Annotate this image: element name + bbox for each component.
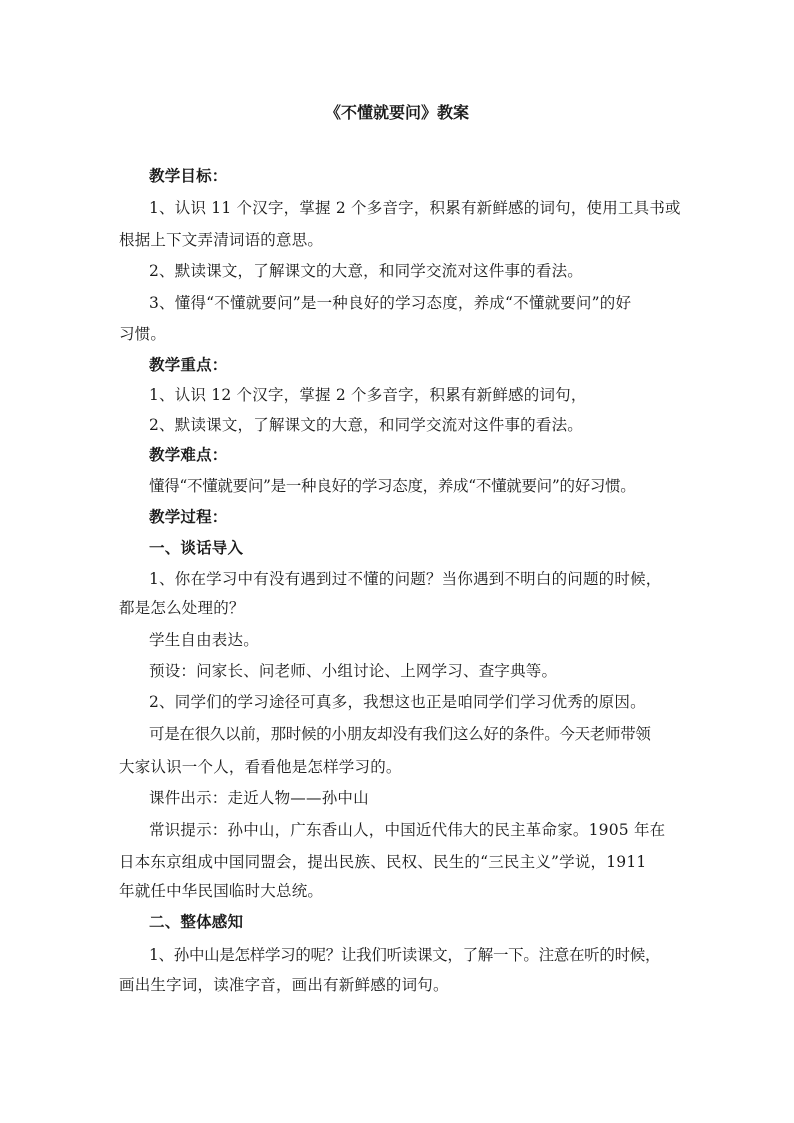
difficulties-heading: 教学难点： bbox=[149, 445, 228, 464]
objective-3-line-2: 习惯。 bbox=[119, 325, 167, 343]
section-1-heading: 一、谈话导入 bbox=[149, 538, 244, 557]
section-2-heading: 二、整体感知 bbox=[149, 912, 244, 931]
key-point-1: 1、认识 12 个汉字，掌握 2 个多音字，积累有新鲜感的词句， bbox=[149, 386, 587, 404]
preset-answers: 预设：问家长、问老师、小组讨论、上网学习、查字典等。 bbox=[149, 662, 558, 680]
section-2-question-1-line-1: 1、孙中山是怎样学习的呢？让我们听读课文，了解一下。注意在听的时候， bbox=[149, 946, 661, 964]
key-points-heading: 教学重点： bbox=[149, 355, 228, 374]
process-heading: 教学过程： bbox=[149, 507, 228, 526]
objective-3-line-1: 3、懂得“不懂就要问”是一种良好的学习态度，养成“不懂就要问”的好 bbox=[149, 294, 632, 312]
tip-line-3: 年就任中华民国临时大总统。 bbox=[119, 882, 324, 900]
objective-2: 2、默读课文，了解课文的大意，和同学交流对这件事的看法。 bbox=[149, 262, 583, 280]
key-point-2: 2、默读课文，了解课文的大意，和同学交流对这件事的看法。 bbox=[149, 416, 583, 434]
objective-1-line-2: 根据上下文弄清词语的意思。 bbox=[119, 231, 324, 249]
section-1-question-1-line-2: 都是怎么处理的？ bbox=[119, 599, 245, 617]
objectives-heading: 教学目标： bbox=[149, 166, 228, 185]
slide-note: 课件出示：走近人物——孙中山 bbox=[149, 789, 369, 807]
intro-paragraph-line-2: 大家认识一个人，看看他是怎样学习的。 bbox=[119, 758, 402, 776]
objective-1-line-1: 1、认识 11 个汉字，掌握 2 个多音字，积累有新鲜感的词句，使用工具书或 bbox=[149, 199, 681, 217]
tip-line-2: 日本东京组成中国同盟会，提出民族、民权、民生的“三民主义”学说，1911 bbox=[119, 853, 647, 871]
tip-line-1: 常识提示：孙中山，广东香山人，中国近代伟大的民主革命家。1905 年在 bbox=[149, 821, 666, 839]
intro-paragraph-line-1: 可是在很久以前，那时候的小朋友却没有我们这么好的条件。今天老师带领 bbox=[149, 725, 651, 743]
section-1-question-2: 2、同学们的学习途径可真多，我想这也正是咱同学们学习优秀的原因。 bbox=[149, 693, 646, 711]
section-1-question-1-line-1: 1、你在学习中有没有遇到过不懂的问题？当你遇到不明白的问题的时候， bbox=[149, 570, 662, 588]
document-title: 《不懂就要问》教案 bbox=[324, 103, 469, 122]
section-2-question-1-line-2: 画出生字词，读准字音，画出有新鲜感的词句。 bbox=[119, 976, 449, 994]
student-response: 学生自由表达。 bbox=[149, 631, 259, 649]
difficulties-text: 懂得“不懂就要问”是一种良好的学习态度，养成“不懂就要问”的好习惯。 bbox=[149, 477, 636, 495]
